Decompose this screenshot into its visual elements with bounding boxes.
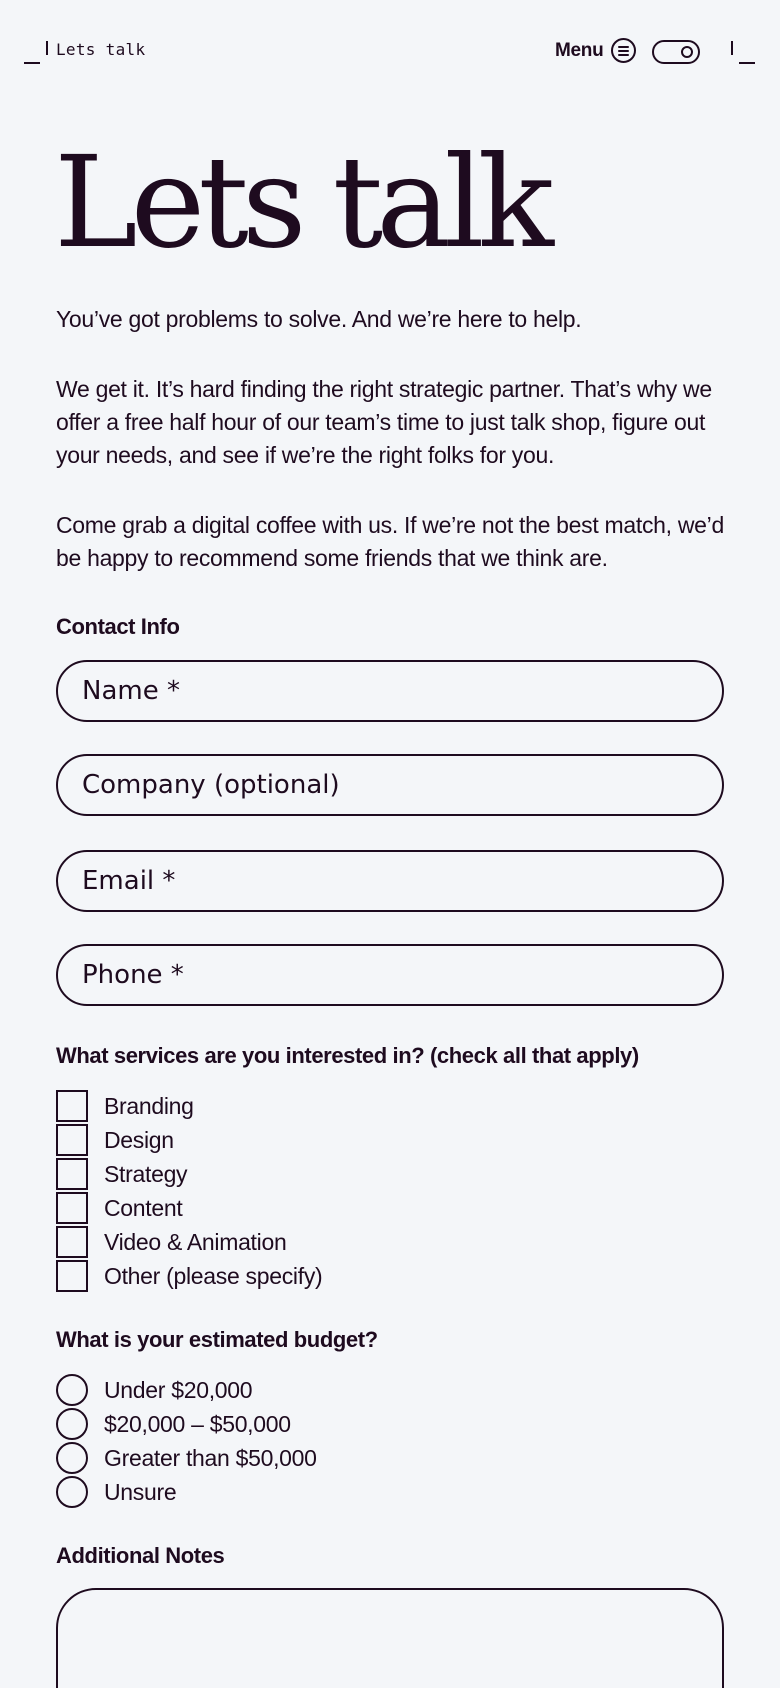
- hamburger-circle-icon: [611, 38, 636, 63]
- service-option-design[interactable]: [56, 1123, 322, 1157]
- additional-notes-textarea[interactable]: [56, 1588, 724, 1688]
- checkbox[interactable]: [56, 1124, 88, 1156]
- radio-label: $20,000 – $50,000: [104, 1410, 291, 1437]
- radio-button[interactable]: [56, 1374, 88, 1406]
- service-option-video-animation[interactable]: [56, 1225, 322, 1259]
- checkbox[interactable]: [56, 1192, 88, 1224]
- service-option-other[interactable]: [56, 1259, 322, 1293]
- budget-radio-group: [56, 1373, 317, 1509]
- checkbox[interactable]: [56, 1090, 88, 1122]
- intro-paragraph: You’ve got problems to solve. And we’re here to help.: [56, 306, 582, 332]
- services-checkbox-group: [56, 1089, 322, 1293]
- checkbox-label: Other (please specify): [104, 1262, 323, 1289]
- checkbox-label: Content: [104, 1194, 183, 1221]
- contact-info-heading: Contact Info: [56, 614, 180, 639]
- services-heading: What services are you interested in? (check all that apply): [56, 1043, 639, 1068]
- budget-option-20k-50k[interactable]: [56, 1407, 317, 1441]
- radio-button[interactable]: [56, 1408, 88, 1440]
- intro-paragraph: We get it. It’s hard finding the right strategic partner. That’s why we offer a free half hour of our team’s time to just talk shop, figure out your needs, and see if we’re the right folks for you.: [56, 376, 712, 468]
- checkbox[interactable]: [56, 1260, 88, 1292]
- additional-notes-heading: Additional Notes: [56, 1543, 225, 1568]
- checkbox-label: Design: [104, 1126, 174, 1153]
- menu-button[interactable]: [555, 38, 636, 63]
- budget-heading: What is your estimated budget?: [56, 1327, 378, 1352]
- company-field[interactable]: [56, 754, 724, 816]
- checkbox-label: Video & Animation: [104, 1228, 287, 1255]
- menu-label: Menu: [555, 39, 604, 61]
- radio-button[interactable]: [56, 1476, 88, 1508]
- page-title: Lets talk: [54, 129, 547, 276]
- site-title-link[interactable]: Lets talk: [56, 40, 146, 59]
- budget-option-unsure[interactable]: [56, 1475, 317, 1509]
- intro-text: [56, 303, 736, 612]
- radio-label: Under $20,000: [104, 1376, 253, 1403]
- checkbox-label: Strategy: [104, 1160, 188, 1187]
- radio-button[interactable]: [56, 1442, 88, 1474]
- site-header: [0, 0, 780, 100]
- radio-label: Unsure: [104, 1478, 177, 1505]
- budget-option-over-50k[interactable]: [56, 1441, 317, 1475]
- service-option-branding[interactable]: [56, 1089, 322, 1123]
- radio-label: Greater than $50,000: [104, 1444, 317, 1471]
- intro-paragraph: Come grab a digital coffee with us. If we’re not the best match, we’d be happy to recommend some friends that we think are.: [56, 512, 724, 571]
- email-field[interactable]: [56, 850, 724, 912]
- budget-option-under-20k[interactable]: [56, 1373, 317, 1407]
- name-field[interactable]: [56, 660, 724, 722]
- phone-field[interactable]: [56, 944, 724, 1006]
- theme-toggle[interactable]: [652, 40, 700, 64]
- service-option-content[interactable]: [56, 1191, 322, 1225]
- checkbox-label: Branding: [104, 1092, 194, 1119]
- checkbox[interactable]: [56, 1158, 88, 1190]
- toggle-knob-icon: [681, 46, 693, 58]
- service-option-strategy[interactable]: [56, 1157, 322, 1191]
- checkbox[interactable]: [56, 1226, 88, 1258]
